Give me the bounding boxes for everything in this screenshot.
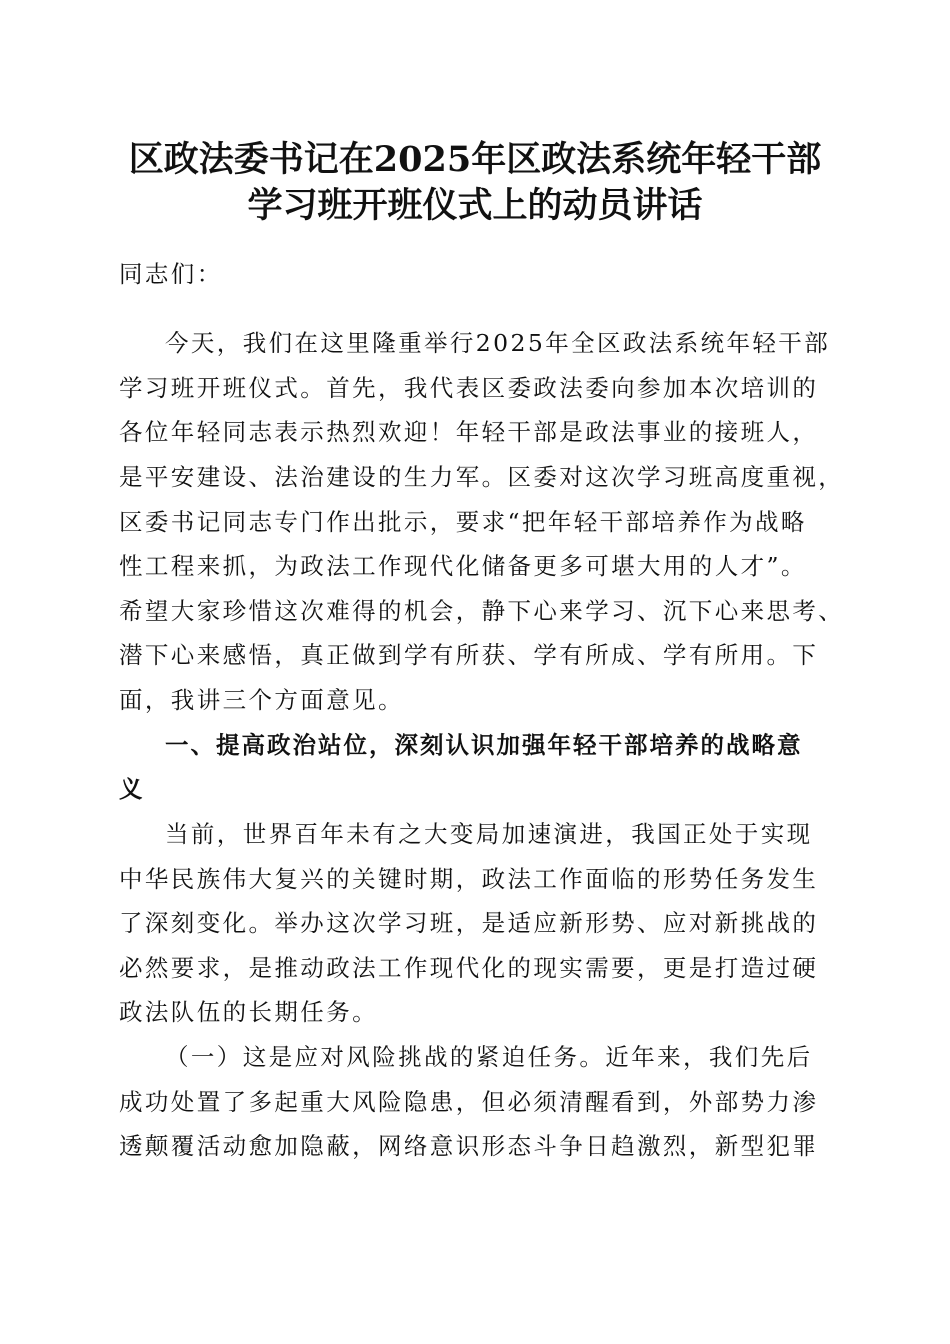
paragraph3-line: 成功处置了多起重大风险隐患，但必须清醒看到，外部势力渗 [119,1088,819,1116]
paragraph2-line: 政法队伍的长期任务。 [119,998,378,1026]
paragraph1-line: 希望大家珍惜这次难得的机会，静下心来学习、沉下心来思考、 [119,597,845,625]
section-heading-1: 一、提高政治站位，深刻认识加强年轻干部培养的战略意 [165,731,803,759]
paragraph1-line: 性工程来抓，为政法工作现代化储备更多可堪大用的人才”。 [119,552,807,580]
paragraph1-line: 各位年轻同志表示热烈欢迎！年轻干部是政法事业的接班人， [119,418,819,446]
paragraph2-line: 当前，世界百年未有之大变局加速演进，我国正处于实现 [165,820,813,848]
paragraph1-line: 面，我讲三个方面意见。 [119,686,404,714]
paragraph3-line: 透颠覆活动愈加隐蔽，网络意识形态斗争日趋激烈，新型犯罪 [119,1132,819,1160]
section-heading-1-continued: 义 [119,775,145,803]
paragraph1-line: 今天，我们在这里隆重举行2025年全区政法系统年轻干部 [165,329,831,357]
paragraph1-line: 学习班开班仪式。首先，我代表区委政法委向参加本次培训的 [119,374,819,402]
paragraph1-line: 是平安建设、法治建设的生力军。区委对这次学习班高度重视， [119,463,845,491]
paragraph2-line: 了深刻变化。举办这次学习班，是适应新形势、应对新挑战的 [119,909,819,937]
paragraph2-line: 必然要求，是推动政法工作现代化的现实需要，更是打造过硬 [119,954,819,982]
paragraph1-line: 区委书记同志专门作出批示，要求“把年轻干部培养作为战略 [119,508,807,536]
greeting: 同志们： [119,260,223,288]
paragraph1-line: 潜下心来感悟，真正做到学有所获、学有所成、学有所用。下 [119,641,819,669]
paragraph3-line: （一）这是应对风险挑战的紧迫任务。近年来，我们先后 [165,1043,813,1071]
document-title-line-2: 学习班开班仪式上的动员讲话 [247,185,703,226]
document-title-line-1: 区政法委书记在2025年区政法系统年轻干部 [128,139,822,180]
paragraph2-line: 中华民族伟大复兴的关键时期，政法工作面临的形势任务发生 [119,865,819,893]
